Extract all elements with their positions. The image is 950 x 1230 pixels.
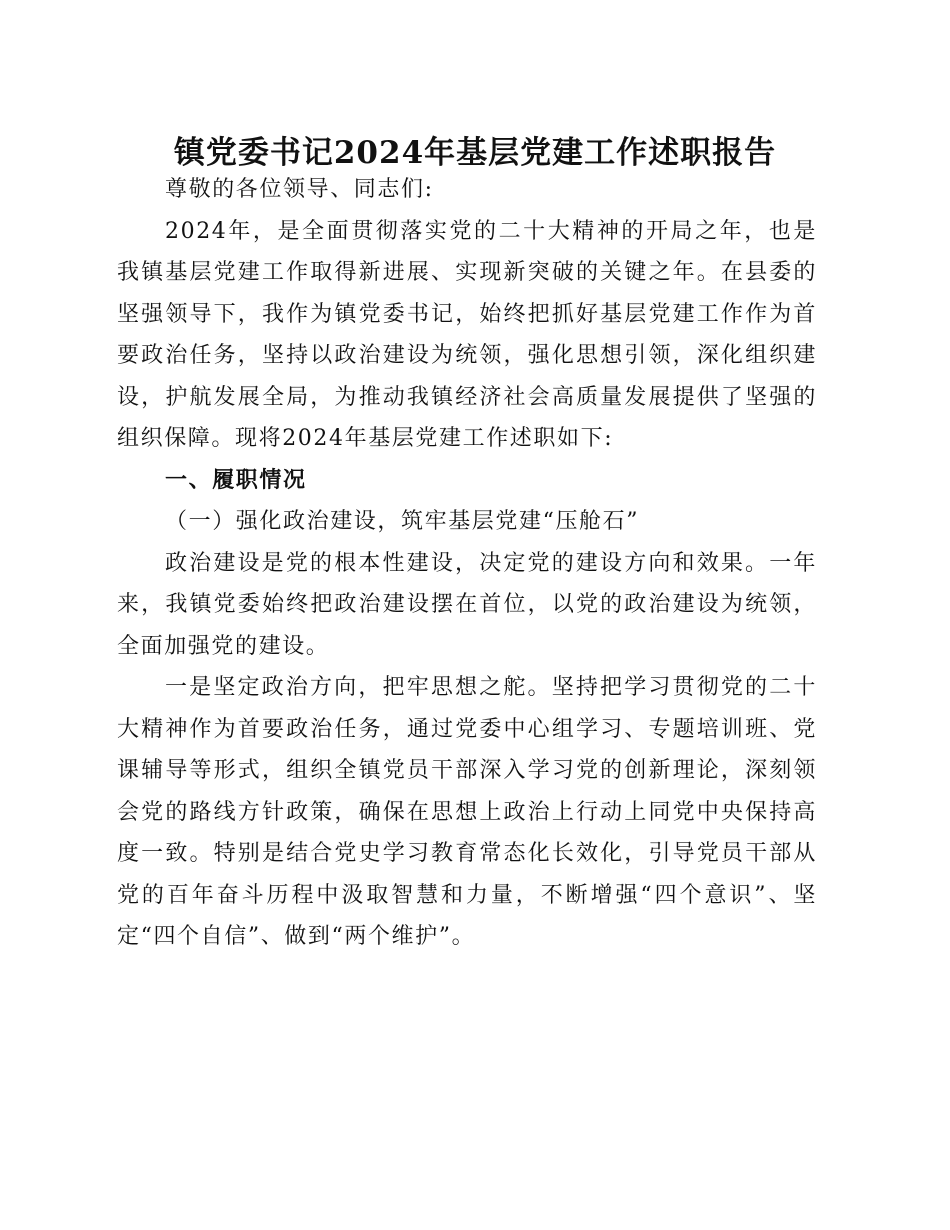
- salutation: 尊敬的各位领导、同志们:: [165, 177, 434, 202]
- document-body: [117, 169, 817, 958]
- subsection-heading: （一）强化政治建设，筑牢基层党建“压舱石”: [165, 509, 640, 534]
- body-paragraph-2: 一是坚定政治方向，把牢思想之舵。坚持把学习贯彻党的二十大精神作为首要政治任务，通过党委中心组学习、专题培训班、党课辅导等形式，组织全镇党员干部深入学习党的创新理论，深刻领会党的路线方针政策，确保在思想上政治上行动上同党中央保持高度一致。特别是结合党史学习教育常态化长效化，引导党员干部从党的百年奋斗历程中汲取智慧和力量，不断增强“四个意识”、坚定“四个自信”、做到“两个维护”。: [117, 675, 817, 949]
- document-title: 镇党委书记2024年基层党建工作述职报告: [173, 135, 777, 171]
- section-heading: 一、履职情况: [165, 467, 307, 493]
- body-paragraph-1: 政治建设是党的根本性建设，决定党的建设方向和效果。一年来，我镇党委始终把政治建设摆在首位，以党的政治建设为统领，全面加强党的建设。: [117, 550, 817, 659]
- intro-paragraph: 2024年，是全面贯彻落实党的二十大精神的开局之年，也是我镇基层党建工作取得新进展、实现新突破的关键之年。在县委的坚强领导下，我作为镇党委书记，始终把抓好基层党建工作作为首要政治任务，坚持以政治建设为统领，强化思想引领，深化组织建设，护航发展全局，为推动我镇经济社会高质量发展提供了坚强的组织保障。现将2024年基层党建工作述职如下:: [117, 218, 817, 451]
